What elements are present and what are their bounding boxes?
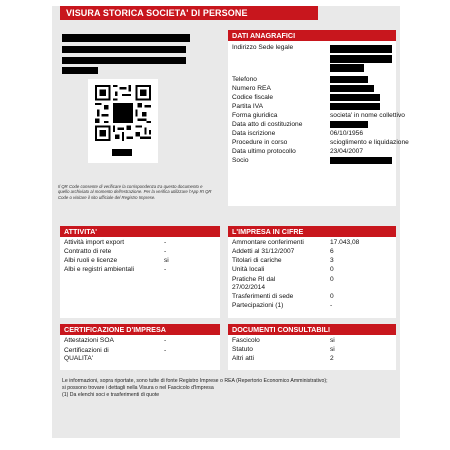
field-label: Albi e registri ambientali	[64, 266, 134, 273]
field-row	[228, 301, 396, 310]
field-value: 6	[330, 248, 334, 255]
section-title: ATTIVITA'	[60, 226, 220, 237]
redacted-value	[330, 121, 368, 128]
field-label: Telefono	[232, 76, 257, 83]
field-label: Forma giuridica	[232, 112, 278, 119]
field-label: Attestazioni SOA	[64, 337, 114, 344]
footer-line: (1) Da elenchi soci e trasferimenti di quote	[62, 392, 160, 399]
field-row	[60, 238, 220, 247]
field-row	[228, 292, 396, 301]
field-value: -	[164, 337, 167, 344]
field-value: 0	[330, 276, 334, 283]
field-value: si	[330, 337, 335, 344]
field-row	[228, 147, 396, 156]
field-label: Data iscrizione	[232, 130, 276, 137]
field-label: Unità locali	[232, 266, 265, 273]
redacted-value	[330, 64, 364, 72]
section-impresa-in-cifre	[228, 226, 396, 318]
field-value: -	[330, 302, 333, 309]
document-sheet	[52, 6, 409, 438]
field-row	[60, 336, 220, 345]
field-value: si	[164, 257, 169, 264]
qr-code-icon	[95, 85, 151, 141]
field-value: -	[164, 266, 167, 273]
field-label: Certificazioni di QUALITA'	[64, 347, 109, 362]
section-dati-anagrafici	[228, 30, 409, 206]
qr-note: Il QR Code consente di verificare la corrispondenza tra questo documento e quello archiviato al momento dell'estrazione. Per la verifica utilizzare l'App RI QR Code o visitare il sito ufficiale del Registro Imprese.	[58, 184, 212, 200]
field-label: Codice fiscale	[232, 94, 274, 101]
field-value: 17.043,08	[330, 239, 360, 246]
field-row	[228, 354, 396, 363]
field-value: -	[164, 239, 167, 246]
field-label: Trasferimenti di sede	[232, 293, 294, 300]
field-label: Titolari di cariche	[232, 257, 282, 264]
field-row	[60, 346, 220, 362]
section-certificazione	[60, 324, 220, 370]
section-title: DATI ANAGRAFICI	[228, 30, 396, 41]
field-row	[60, 265, 220, 274]
field-label: Ammontare conferimenti	[232, 239, 304, 246]
field-row	[228, 256, 396, 265]
field-row	[228, 265, 396, 274]
redacted-value	[330, 103, 380, 110]
field-label: Data atto di costituzione	[232, 121, 303, 128]
document-title: VISURA STORICA SOCIETA' DI PERSONE	[60, 6, 318, 20]
redacted-company-name	[62, 67, 98, 74]
field-label: Data ultimo protocollo	[232, 148, 296, 155]
redacted-value	[330, 157, 392, 164]
field-value: si	[330, 346, 335, 353]
redacted-value	[330, 85, 374, 92]
field-label: Altri atti	[232, 355, 254, 362]
field-row	[60, 247, 220, 256]
field-value: 0	[330, 293, 334, 300]
field-label: Procedure in corso	[232, 139, 288, 146]
redacted-value	[330, 55, 392, 63]
field-label: Partita IVA	[232, 103, 264, 110]
field-label: Pratiche RI dal 27/02/2014	[232, 276, 276, 291]
qr-code-card	[88, 79, 158, 163]
redacted-value	[330, 45, 392, 53]
field-row	[228, 129, 396, 138]
field-label: Statuto	[232, 346, 253, 353]
redacted-company-name	[62, 34, 190, 42]
field-row	[228, 75, 396, 84]
field-value: societa' in nome collettivo	[330, 112, 405, 119]
field-value: 2	[330, 355, 334, 362]
field-row	[228, 238, 396, 247]
field-value: -	[164, 347, 167, 354]
field-value: 06/10/1956	[330, 130, 364, 137]
redacted-qr-code-id	[112, 149, 132, 156]
field-label: Fascicolo	[232, 337, 260, 344]
field-row	[228, 247, 396, 256]
section-title: DOCUMENTI CONSULTABILI	[228, 324, 396, 335]
redacted-value	[330, 94, 380, 101]
field-value: scioglimento e liquidazione	[330, 139, 409, 146]
field-value: 3	[330, 257, 334, 264]
field-row	[228, 336, 396, 345]
field-value: 23/04/2007	[330, 148, 364, 155]
field-row	[228, 275, 396, 291]
field-row	[228, 345, 396, 354]
field-label: Albi ruoli e licenze	[64, 257, 118, 264]
redacted-company-name	[62, 57, 186, 64]
field-label: Addetti al 31/12/2007	[232, 248, 295, 255]
redacted-company-name	[62, 46, 186, 53]
field-label: Indirizzo Sede legale	[232, 44, 294, 51]
field-label: Socio	[232, 157, 249, 164]
field-value: 0	[330, 266, 334, 273]
footer-line: si possono trovare i dettagli nella Visura o nel Fascicolo d'Impresa	[62, 385, 214, 392]
field-row	[60, 256, 220, 265]
field-row	[228, 138, 409, 147]
section-documenti-consultabili	[228, 324, 396, 370]
footer-line: Le informazioni, sopra riportate, sono tutte di fonte Registro Imprese o REA (Repertorio Economico Amministrativo);	[62, 378, 328, 384]
section-title: L'IMPRESA IN CIFRE	[228, 226, 396, 237]
field-label: Attività import export	[64, 239, 125, 246]
section-attivita	[60, 226, 220, 318]
field-label: Partecipazioni (1)	[232, 302, 284, 309]
footer-notes	[62, 378, 392, 400]
field-label: Contratto di rete	[64, 248, 112, 255]
field-row	[228, 111, 405, 120]
section-title: CERTIFICAZIONE D'IMPRESA	[60, 324, 220, 335]
field-label: Numero REA	[232, 85, 271, 92]
field-row	[228, 120, 396, 129]
field-value: -	[164, 248, 167, 255]
redacted-value	[330, 76, 368, 83]
